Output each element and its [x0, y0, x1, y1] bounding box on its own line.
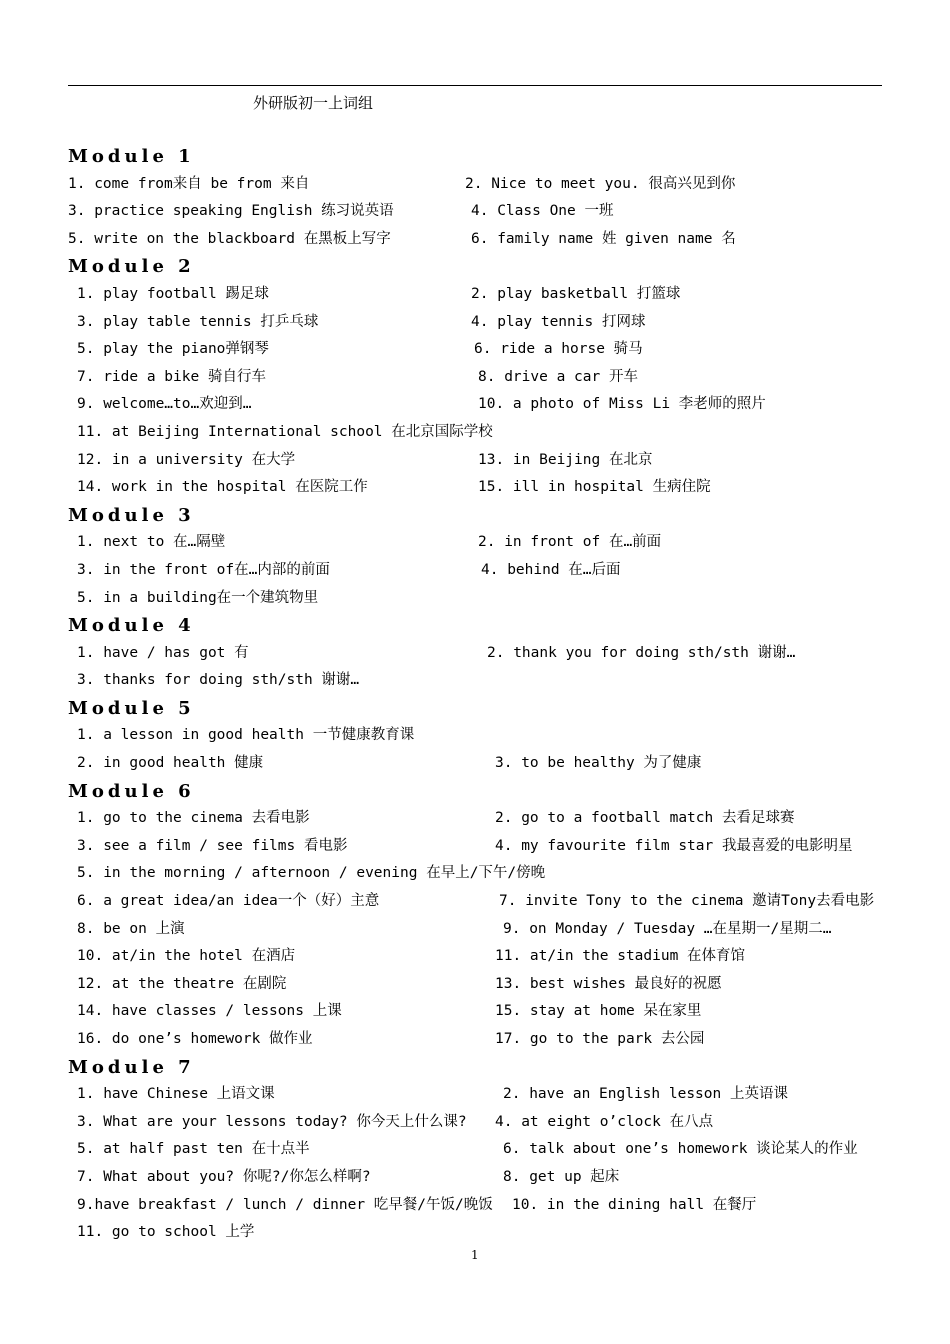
phrase-row	[68, 943, 888, 971]
phrase-right: 13. in Beijing 在北京	[478, 451, 653, 468]
phrase-left: 1. have / has got 有	[77, 644, 249, 661]
phrase-left: 2. in good health 健康	[77, 755, 264, 772]
phrase-left: 12. in a university 在大学	[77, 451, 296, 468]
phrase-row	[68, 447, 888, 475]
phrase-left: 3. thanks for doing sth/sth 谢谢…	[77, 672, 360, 689]
phrase-right: 8. drive a car 开车	[478, 368, 638, 385]
phrase-left: 10. at/in the hotel 在酒店	[77, 948, 296, 965]
phrase-left: 3. in the front of在…内部的前面	[77, 561, 330, 578]
phrase-row	[68, 805, 888, 833]
phrase-row	[68, 585, 888, 613]
phrase-left: 1. go to the cinema 去看电影	[77, 810, 310, 827]
module-heading: Module 1	[68, 146, 195, 167]
phrase-right: 2. go to a football match 去看足球赛	[495, 810, 795, 827]
phrase-row	[68, 474, 888, 502]
page-number: 1	[471, 1248, 479, 1262]
phrase-row	[68, 971, 888, 999]
phrase-row	[68, 998, 888, 1026]
phrase-left: 5. in the morning / afternoon / evening 在早上/下午/傍晚	[77, 865, 546, 882]
phrase-right: 4. at eight o’clock 在八点	[495, 1113, 714, 1130]
phrase-right: 2. play basketball 打篮球	[471, 285, 681, 302]
phrase-right: 15. ill in hospital 生病住院	[478, 479, 711, 496]
phrase-row	[68, 916, 888, 944]
phrase-row	[68, 1081, 888, 1109]
phrase-left: 11. at Beijing International school 在北京国际学校	[77, 423, 493, 440]
phrase-left: 9.have breakfast / lunch / dinner 吃早餐/午饭/晚饭	[77, 1196, 493, 1213]
phrase-right: 4. my favourite film star 我最喜爱的电影明星	[495, 837, 853, 854]
phrase-left: 3. play table tennis 打乒乓球	[77, 313, 319, 330]
phrase-right: 6. family name 姓 given name 名	[471, 230, 736, 247]
phrase-right: 10. a photo of Miss Li 李老师的照片	[478, 396, 766, 413]
phrase-right: 4. Class One 一班	[471, 203, 614, 220]
phrase-row	[68, 860, 888, 888]
phrase-row	[68, 722, 888, 750]
phrase-row	[68, 1192, 888, 1220]
vocabulary-list	[68, 143, 888, 1247]
phrase-row	[68, 336, 888, 364]
phrase-row	[68, 226, 888, 254]
phrase-row	[68, 888, 888, 916]
phrase-row	[68, 1109, 888, 1137]
phrase-row	[68, 750, 888, 778]
phrase-left: 14. have classes / lessons 上课	[77, 1003, 342, 1020]
phrase-left: 5. write on the blackboard 在黑板上写字	[68, 230, 391, 247]
phrase-row	[68, 309, 888, 337]
phrase-right: 17. go to the park 去公园	[495, 1031, 705, 1047]
phrase-left: 1. have Chinese 上语文课	[77, 1086, 275, 1103]
phrase-left: 5. in a building在一个建筑物里	[77, 589, 319, 606]
phrase-right: 6. ride a horse 骑马	[474, 341, 643, 358]
phrase-right: 8. get up 起床	[503, 1168, 620, 1185]
phrase-right: 2. in front of 在…前面	[478, 534, 662, 551]
phrase-row	[68, 171, 888, 199]
phrase-left: 3. practice speaking English 练习说英语	[68, 203, 394, 220]
phrase-right: 2. thank you for doing sth/sth 谢谢…	[487, 644, 796, 661]
phrase-row	[68, 640, 888, 668]
phrase-row	[68, 1026, 888, 1054]
header-rule	[68, 85, 882, 86]
phrase-right: 4. behind 在…后面	[481, 561, 621, 578]
phrase-row	[68, 833, 888, 861]
phrase-row	[68, 281, 888, 309]
phrase-left: 3. What are your lessons today? 你今天上什么课?	[77, 1113, 467, 1130]
phrase-left: 7. ride a bike 骑自行车	[77, 368, 266, 385]
phrase-left: 6. a great idea/an idea一个（好）主意	[77, 893, 380, 910]
phrase-row	[68, 1136, 888, 1164]
phrase-right: 13. best wishes 最良好的祝愿	[495, 975, 722, 992]
phrase-right: 9. on Monday / Tuesday …在星期一/星期二…	[503, 920, 832, 937]
phrase-right: 11. at/in the stadium 在体育馆	[495, 948, 746, 965]
phrase-row	[68, 391, 888, 419]
phrase-left: 12. at the theatre 在剧院	[77, 975, 287, 992]
module-heading: Module 5	[68, 697, 195, 719]
phrase-row	[68, 1219, 888, 1247]
module-heading: Module 4	[68, 615, 195, 637]
phrase-row	[68, 529, 888, 557]
phrase-left: 9. welcome…to…欢迎到…	[77, 396, 252, 413]
phrase-row	[68, 198, 888, 226]
module-heading: Module 3	[68, 504, 195, 526]
phrase-row	[68, 667, 888, 695]
phrase-left: 16. do one’s homework 做作业	[77, 1031, 313, 1047]
phrase-left: 5. at half past ten 在十点半	[77, 1141, 310, 1158]
document-title: 外研版初一上词组	[253, 94, 374, 112]
phrase-left: 1. a lesson in good health 一节健康教育课	[77, 727, 415, 744]
phrase-row	[68, 1164, 888, 1192]
phrase-row	[68, 419, 888, 447]
phrase-left: 11. go to school 上学	[77, 1224, 255, 1241]
phrase-right: 6. talk about one’s homework 谈论某人的作业	[503, 1141, 858, 1158]
phrase-right: 4. play tennis 打网球	[471, 313, 646, 330]
phrase-left: 3. see a film / see films 看电影	[77, 837, 348, 854]
phrase-left: 5. play the piano弹钢琴	[77, 341, 269, 358]
phrase-row	[68, 557, 888, 585]
module-heading: Module 7	[68, 1056, 195, 1078]
phrase-left: 1. come from来自 be from 来自	[68, 175, 310, 192]
module-heading: Module 2	[68, 256, 195, 278]
phrase-left: 7. What about you? 你呢?/你怎么样啊?	[77, 1168, 371, 1185]
phrase-left: 14. work in the hospital 在医院工作	[77, 479, 368, 496]
phrase-left: 1. next to 在…隔壁	[77, 534, 226, 551]
phrase-right: 2. Nice to meet you. 很高兴见到你	[465, 175, 736, 192]
phrase-left: 1. play football 踢足球	[77, 285, 269, 302]
phrase-right: 3. to be healthy 为了健康	[495, 755, 702, 772]
module-heading: Module 6	[68, 780, 195, 802]
phrase-left: 8. be on 上演	[77, 920, 185, 937]
phrase-right: 15. stay at home 呆在家里	[495, 1003, 702, 1020]
phrase-row	[68, 364, 888, 392]
phrase-right: 10. in the dining hall 在餐厅	[512, 1196, 757, 1213]
phrase-right: 2. have an English lesson 上英语课	[503, 1086, 788, 1103]
phrase-right: 7. invite Tony to the cinema 邀请Tony去看电影	[499, 893, 875, 910]
